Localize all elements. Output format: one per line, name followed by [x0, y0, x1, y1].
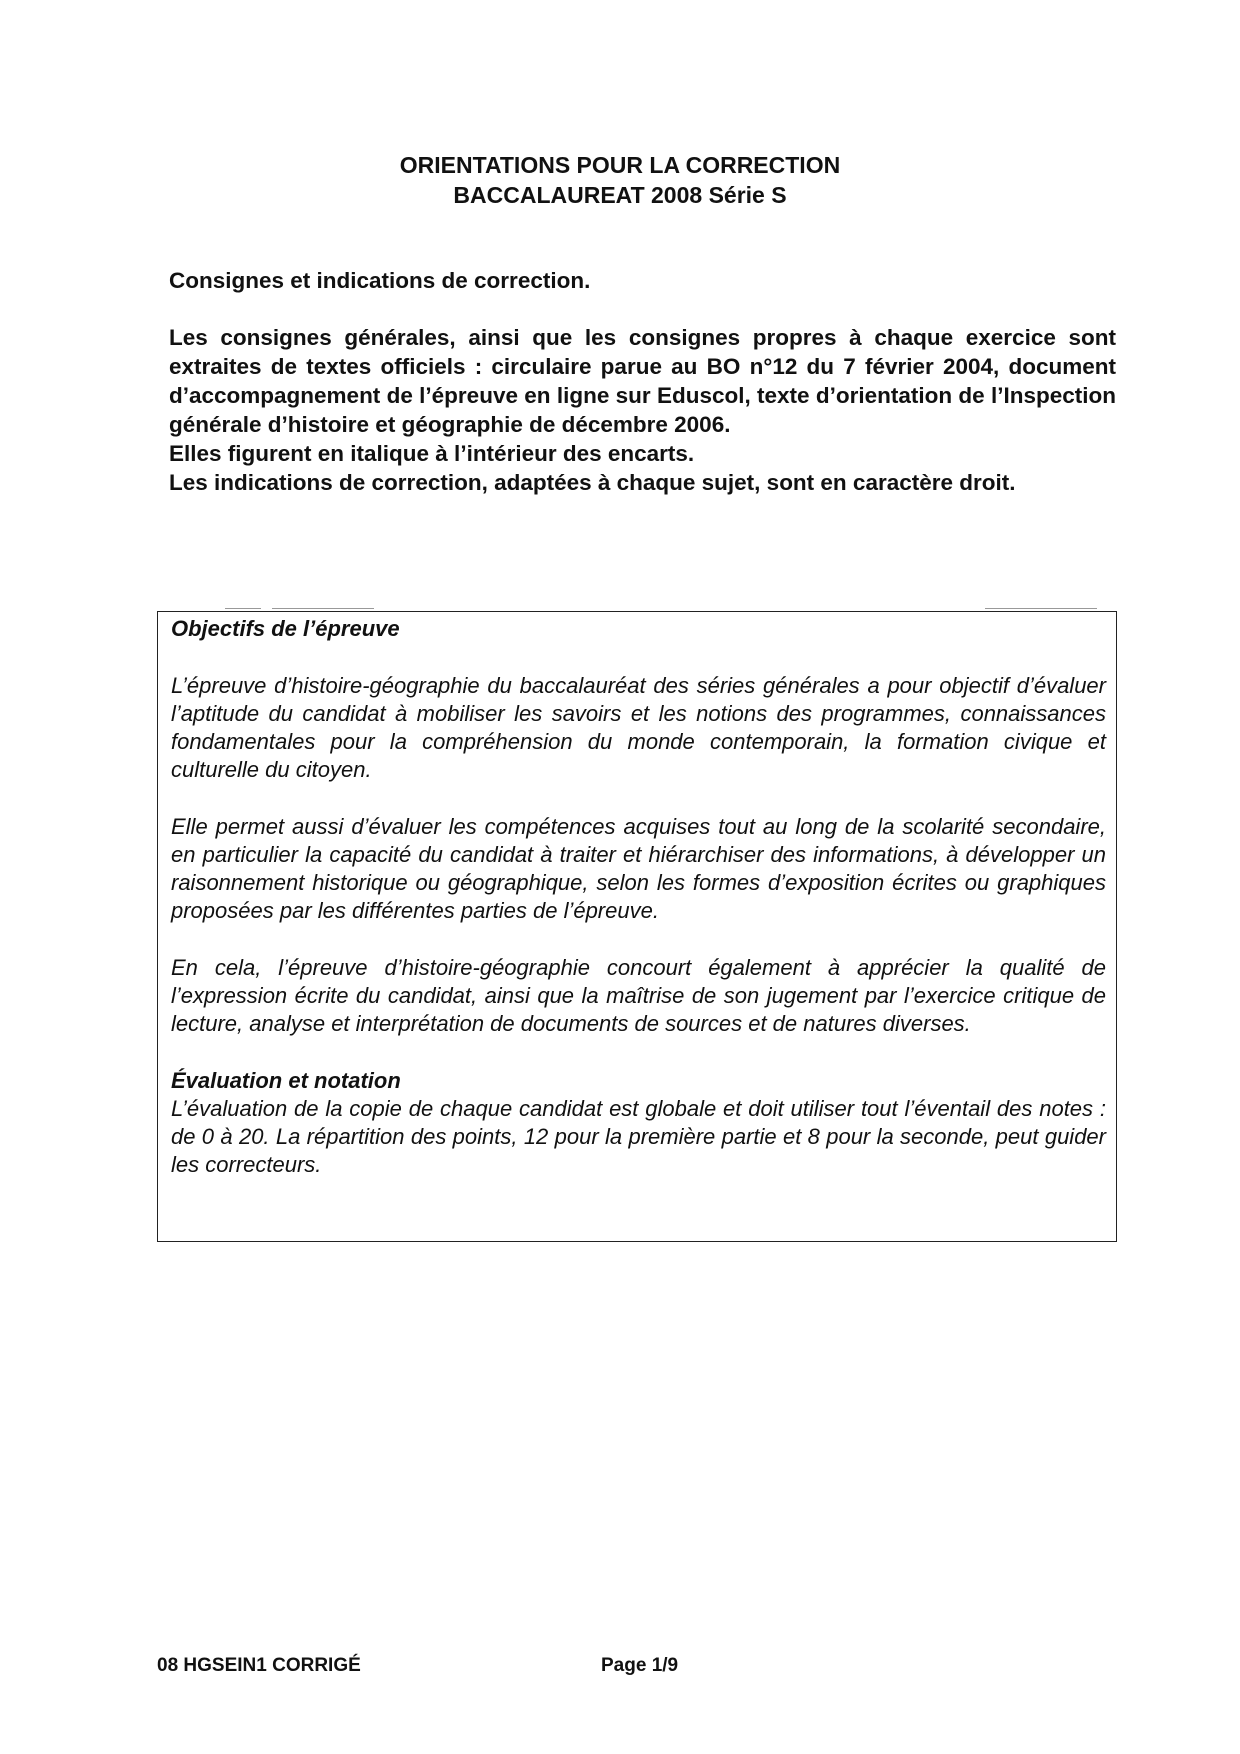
objectifs-heading: Objectifs de l’épreuve — [171, 616, 400, 641]
evaluation-paragraph: L’évaluation de la copie de chaque candidat est globale et doit utiliser tout l’éventail des notes : de 0 à 20. La répartition des points, 12 pour la première partie et 8 pour la seconde, peut guider les correcteurs. — [171, 1096, 1106, 1177]
footer-document-code: 08 HGSEIN1 CORRIGÉ — [157, 1655, 361, 1676]
scan-artifact-line — [225, 608, 261, 609]
intro-paragraph-1: Les consignes générales, ainsi que les consignes propres à chaque exercice sont extraites de textes officiels : circulaire parue au BO n°12 du 7 février 2004, document d’accompagnement de l’épreuve en ligne sur Eduscol, texte d’orientation de l’Inspection générale d’histoire et géographie de décembre 2006. — [169, 325, 1116, 437]
scan-artifact-line — [985, 608, 1097, 609]
intro-body-block — [169, 323, 1116, 497]
objectifs-paragraph-1: L’épreuve d’histoire-géographie du baccalauréat des séries générales a pour objectif d’évaluer l’aptitude du candidat à mobiliser les savoirs et les notions des programmes, connaissances fondamentales pour la compréhension du monde contemporain, la formation civique et culturelle du citoyen. — [171, 673, 1106, 782]
title-line-1: ORIENTATIONS POUR LA CORRECTION — [399, 152, 841, 178]
instructions-box — [157, 611, 1117, 1242]
intro-heading: Consignes et indications de correction. — [169, 268, 591, 293]
objectifs-paragraph-2: Elle permet aussi d’évaluer les compétences acquises tout au long de la scolarité secondaire, en particulier la capacité du candidat à traiter et hiérarchiser des informations, à développer un raisonnement historique ou géographique, selon les formes d’exposition écrites ou graphiques proposées par les différentes parties de l’épreuve. — [171, 814, 1106, 923]
footer-page-number: Page 1/9 — [601, 1655, 679, 1676]
title-line-2: BACCALAUREAT 2008 Série S — [453, 182, 787, 208]
intro-heading-block — [169, 266, 1116, 295]
scan-artifact-line — [272, 608, 374, 609]
objectifs-paragraph-3: En cela, l’épreuve d’histoire-géographie concourt également à apprécier la qualité de l’expression écrite du candidat, ainsi que la maîtrise de son jugement par l’exercice critique de lecture, analyse et interprétation de documents de sources et de natures diverses. — [171, 955, 1106, 1036]
document-title — [0, 150, 1240, 210]
evaluation-heading: Évaluation et notation — [171, 1068, 401, 1093]
intro-paragraph-3: Les indications de correction, adaptées à chaque sujet, sont en caractère droit. — [169, 470, 1016, 495]
intro-paragraph-2: Elles figurent en italique à l’intérieur des encarts. — [169, 441, 695, 466]
